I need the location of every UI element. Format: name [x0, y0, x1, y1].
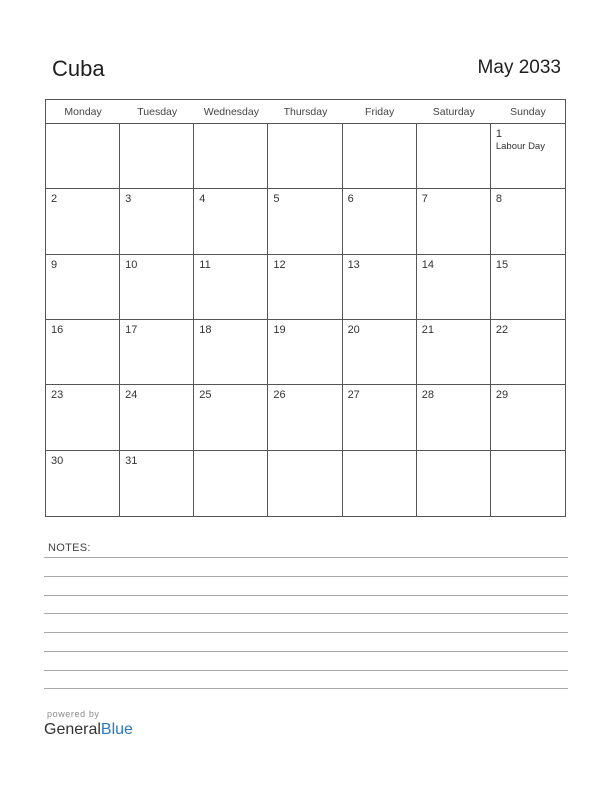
weekday-header-monday: Monday: [46, 100, 120, 124]
day-number: 4: [199, 193, 206, 206]
holiday-label: Labour Day: [495, 141, 545, 152]
day-number: 27: [347, 389, 360, 402]
day-cell: [46, 320, 120, 385]
day-cell: [343, 189, 417, 254]
day-cell: [491, 124, 565, 189]
weekday-header-saturday: Saturday: [417, 100, 491, 124]
day-cell: [491, 189, 565, 254]
brand-name-general: General: [44, 721, 101, 738]
day-number: 18: [199, 324, 212, 336]
day-number: 23: [51, 389, 64, 402]
notes-line: [44, 670, 568, 671]
weekday-header-sunday: Sunday: [491, 100, 565, 124]
day-cell: [46, 255, 120, 320]
weekday-header-tuesday: Tuesday: [120, 100, 194, 124]
notes-line: [44, 632, 568, 633]
day-cell: [417, 320, 491, 385]
day-cell: [268, 320, 342, 385]
day-cell: [194, 189, 268, 254]
notes-line: [44, 595, 568, 596]
day-number: 26: [273, 389, 286, 402]
brand-name-blue: Blue: [100, 721, 133, 738]
day-cell: [120, 451, 194, 516]
day-number: 30: [51, 454, 64, 467]
day-cell: [343, 451, 417, 516]
day-cell: [417, 189, 491, 254]
day-number: 7: [421, 193, 428, 206]
day-number: 21: [421, 324, 434, 336]
day-number: 25: [199, 389, 212, 402]
notes-line: [44, 613, 568, 614]
weekday-header-friday: Friday: [343, 100, 417, 124]
day-number: 5: [273, 193, 280, 206]
day-number: 9: [51, 258, 58, 271]
day-number: 1: [495, 128, 502, 140]
notes-label: NOTES:: [48, 542, 91, 554]
day-number: 16: [51, 324, 64, 336]
day-cell: [46, 385, 120, 450]
brand-logo[interactable]: [44, 721, 133, 739]
day-cell: [268, 451, 342, 516]
day-cell: [343, 320, 417, 385]
day-cell: [120, 255, 194, 320]
day-cell: [268, 255, 342, 320]
day-number: 24: [125, 389, 138, 402]
calendar-grid: [45, 99, 566, 517]
day-cell: [268, 385, 342, 450]
weekday-header-wednesday: Wednesday: [194, 100, 268, 124]
day-cell: [194, 124, 268, 189]
day-number: 22: [495, 324, 509, 336]
day-number: 20: [347, 324, 360, 336]
day-number: 17: [125, 324, 138, 336]
month-year-title: May 2033: [477, 57, 561, 78]
day-cell: [120, 189, 194, 254]
day-cell: [120, 385, 194, 450]
day-cell: [268, 189, 342, 254]
day-cell: [268, 124, 342, 189]
weekday-header-thursday: Thursday: [268, 100, 342, 124]
day-cell: [417, 451, 491, 516]
day-cell: [343, 124, 417, 189]
day-cell: [46, 124, 120, 189]
day-number: 31: [125, 454, 138, 467]
day-cell: [417, 255, 491, 320]
day-number: 12: [273, 258, 286, 271]
day-cell: [194, 385, 268, 450]
day-number: 10: [125, 258, 138, 271]
day-cell: [194, 320, 268, 385]
powered-by-text: powered by: [47, 709, 100, 719]
day-number: 15: [495, 258, 509, 271]
day-number: 2: [51, 193, 58, 206]
day-number: 28: [421, 389, 434, 402]
day-cell: [194, 451, 268, 516]
day-cell: [491, 320, 565, 385]
day-cell: [120, 124, 194, 189]
day-cell: [491, 385, 565, 450]
notes-line: [44, 651, 568, 652]
day-number: 13: [347, 258, 360, 271]
day-cell: [417, 124, 491, 189]
day-number: 29: [495, 389, 509, 402]
notes-line: [44, 557, 568, 558]
day-number: 3: [125, 193, 132, 206]
day-number: 11: [199, 258, 211, 271]
day-number: 14: [421, 258, 434, 271]
day-cell: [491, 451, 565, 516]
day-cell: [120, 320, 194, 385]
day-number: 8: [495, 193, 502, 206]
notes-line: [44, 688, 568, 689]
day-cell: [46, 189, 120, 254]
day-cell: [46, 451, 120, 516]
day-number: 19: [273, 324, 286, 336]
day-cell: [343, 385, 417, 450]
day-cell: [491, 255, 565, 320]
day-cell: [343, 255, 417, 320]
notes-line: [44, 576, 568, 577]
day-cell: [194, 255, 268, 320]
day-number: 6: [347, 193, 354, 206]
day-cell: [417, 385, 491, 450]
country-title: Cuba: [52, 56, 105, 81]
